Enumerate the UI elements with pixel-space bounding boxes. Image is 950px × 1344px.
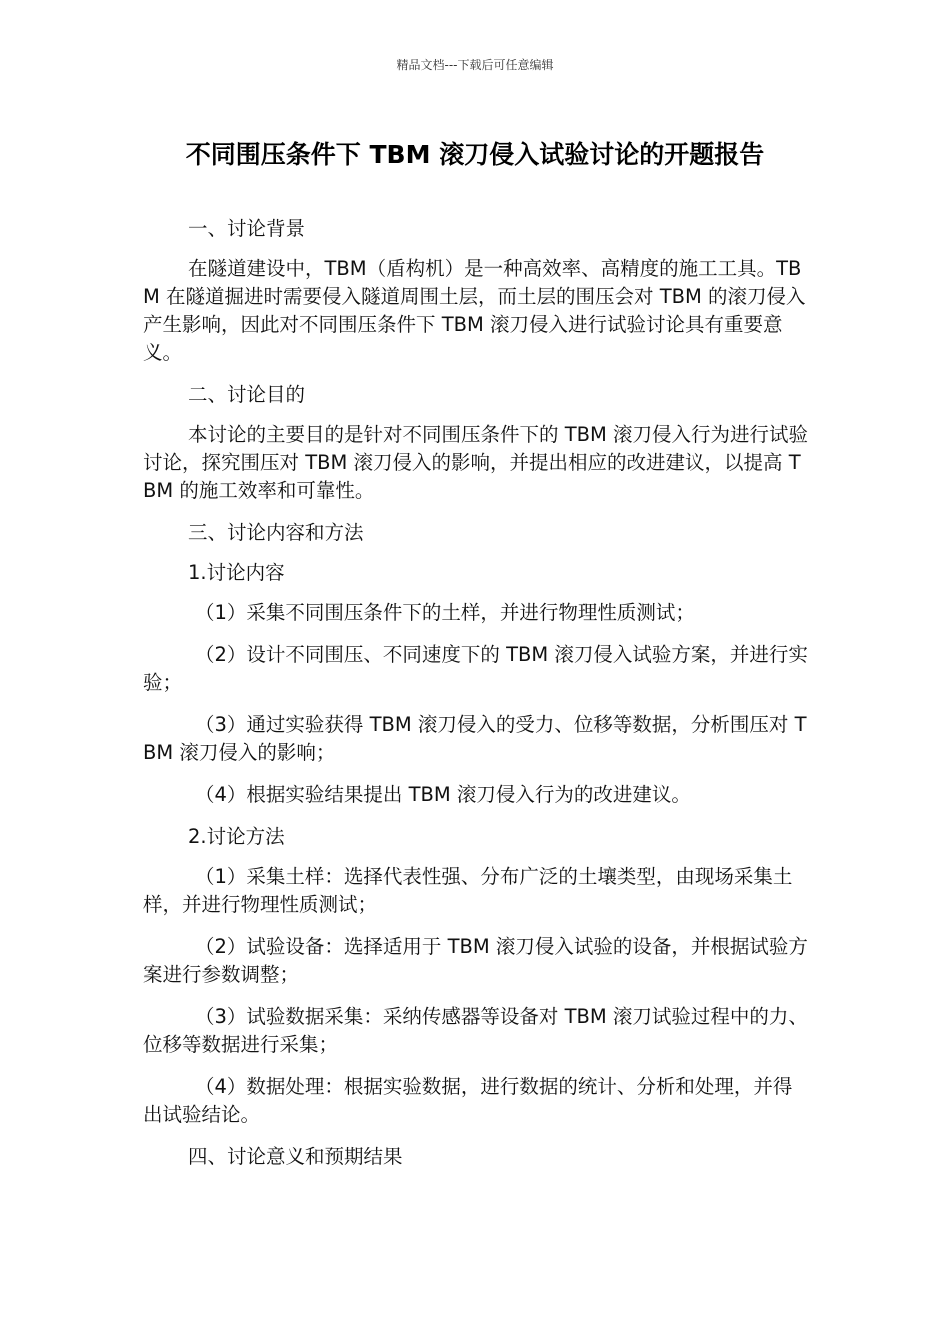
section-heading-content-method: 三、讨论内容和方法 [188,521,364,544]
section-heading-purpose: 二、讨论目的 [188,383,306,406]
section-heading-significance: 四、讨论意义和预期结果 [188,1145,403,1168]
content-item-3: （3）通过实验获得 TBM 滚刀侵入的受力、位移等数据，分析围压对 TBM 滚刀侵入的影响； [143,713,807,764]
document-body [143,215,808,1183]
content-item-4: （4）根据实验结果提出 TBM 滚刀侵入行为的改进建议。 [195,783,691,806]
content-item-2: （2）设计不同围压、不同速度下的 TBM 滚刀侵入试验方案，并进行实验； [143,643,808,694]
section-heading-background: 一、讨论背景 [188,217,306,240]
method-item-1: （1）采集土样：选择代表性强、分布广泛的土壤类型，由现场采集土样，并进行物理性质测试； [143,865,793,916]
page-header-note: 精品文档---下载后可任意编辑 [396,58,554,72]
subheading-method: 2.讨论方法 [188,825,285,848]
method-item-4: （4）数据处理：根据实验数据，进行数据的统计、分析和处理，并得出试验结论。 [143,1075,793,1126]
document-title: 不同围压条件下 TBM 滚刀侵入试验讨论的开题报告 [185,140,765,169]
subheading-content: 1.讨论内容 [188,561,285,584]
paragraph-background: 在隧道建设中，TBM（盾构机）是一种高效率、高精度的施工工具。TBM 在隧道掘进时需要侵入隧道周围土层，而土层的围压会对 TBM 的滚刀侵入产生影响，因此对不同围压条件下 TBM 滚刀侵入进行试验讨论具有重要意义。 [143,257,806,364]
method-item-3: （3）试验数据采集：采纳传感器等设备对 TBM 滚刀试验过程中的力、位移等数据进行采集； [143,1005,808,1056]
method-item-2: （2）试验设备：选择适用于 TBM 滚刀侵入试验的设备，并根据试验方案进行参数调整； [143,935,808,986]
paragraph-purpose: 本讨论的主要目的是针对不同围压条件下的 TBM 滚刀侵入行为进行试验讨论，探究围压对 TBM 滚刀侵入的影响，并提出相应的改进建议，以提高 TBM 的施工效率和可靠性。 [143,423,809,502]
content-item-1: （1）采集不同围压条件下的土样，并进行物理性质测试； [195,601,695,624]
